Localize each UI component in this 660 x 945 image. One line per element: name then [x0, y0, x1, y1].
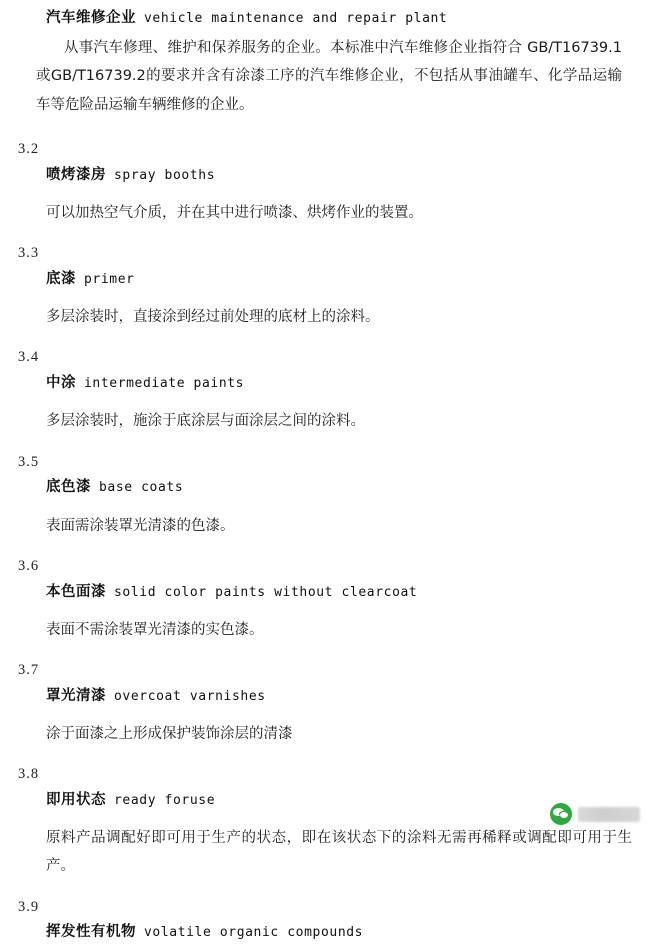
term-heading — [46, 371, 632, 395]
term-chinese: 罩光清漆 — [46, 687, 106, 704]
term-entry — [18, 347, 632, 435]
term-chinese: 挥发性有机物 — [46, 924, 136, 941]
term-english: solid color paints without clearcoat — [114, 584, 418, 600]
spacer — [18, 750, 632, 764]
term-english: ready foruse — [114, 792, 216, 808]
term-description: 涂于面漆之上形成保护装饰涂层的清漆 — [46, 725, 293, 742]
term-number: 3.6 — [18, 557, 40, 574]
term-entry — [18, 452, 632, 540]
spacer — [18, 438, 632, 452]
term-heading — [46, 684, 632, 708]
spacer — [18, 646, 632, 660]
term-english: primer — [84, 271, 135, 287]
term-chinese: 底色漆 — [46, 479, 91, 496]
term-heading — [46, 580, 632, 604]
term-number: 3.8 — [18, 766, 40, 783]
term-number: 3.3 — [18, 245, 40, 262]
term-description: 原料产品调配好即可用于生产的状态，即在该状态下的涂料无需再稀释或调配即可用于生产。 — [46, 830, 632, 875]
term-description: 表面不需涂装罩光清漆的实色漆。 — [46, 621, 264, 638]
spacer — [18, 814, 632, 824]
term-chinese: 汽车维修企业 — [46, 10, 136, 26]
spacer — [18, 502, 632, 512]
footer-watermark — [550, 803, 640, 825]
spacer — [18, 119, 632, 139]
term-entry — [18, 6, 632, 119]
term-chinese: 喷烤漆房 — [46, 166, 106, 183]
term-heading — [46, 163, 632, 187]
term-number: 3.4 — [18, 349, 40, 366]
spacer — [18, 333, 632, 347]
term-chinese: 中涂 — [46, 375, 76, 392]
spacer — [18, 542, 632, 556]
term-heading — [46, 788, 632, 812]
term-english: intermediate paints — [84, 376, 245, 392]
term-description: 可以加热空气介质，并在其中进行喷漆、烘烤作业的装置。 — [46, 204, 423, 221]
term-number: 3.7 — [18, 662, 40, 678]
spacer — [18, 229, 632, 243]
term-chinese: 底漆 — [46, 270, 76, 287]
term-entry — [18, 243, 632, 331]
term-description: 从事汽车修理、维护和保养服务的企业。本标准中汽车维修企业指符合 GB/T16739.1或GB/T16739.2的要求并含有涂漆工序的汽车维修企业，不包括从事油罐车、化学品运输车等危险品运输车辆维修的企业。 — [36, 40, 622, 113]
term-english: spray booths — [114, 167, 216, 183]
wechat-icon — [550, 803, 572, 825]
term-chinese: 即用状态 — [46, 791, 106, 808]
term-entry — [18, 764, 632, 880]
term-heading — [46, 920, 632, 944]
spacer — [18, 883, 632, 897]
term-english: base coats — [99, 480, 184, 496]
term-chinese: 本色面漆 — [46, 583, 106, 600]
term-entry — [18, 660, 632, 748]
term-number: 3.2 — [18, 140, 40, 157]
term-number: 3.5 — [18, 453, 40, 470]
spacer — [18, 397, 632, 407]
account-name-redacted — [578, 807, 640, 822]
term-number: 3.9 — [18, 898, 40, 915]
term-description: 多层涂装时，施涂于底涂层与面涂层之间的涂料。 — [46, 413, 365, 430]
term-description: 多层涂装时，直接涂到经过前处理的底材上的涂料。 — [46, 309, 380, 326]
term-english: vehicle maintenance and repair plant — [144, 11, 448, 26]
term-heading — [46, 6, 632, 30]
term-english: volatile organic compounds — [144, 925, 364, 941]
term-entry — [18, 139, 632, 227]
term-heading — [46, 475, 632, 499]
spacer — [18, 606, 632, 616]
term-english: overcoat varnishes — [114, 688, 266, 704]
spacer — [18, 189, 632, 199]
term-entry — [18, 897, 632, 945]
spacer — [18, 293, 632, 303]
term-entry — [18, 556, 632, 644]
spacer — [18, 710, 632, 720]
term-description: 表面需涂装罩光清漆的色漆。 — [46, 517, 235, 534]
term-heading — [46, 267, 632, 291]
